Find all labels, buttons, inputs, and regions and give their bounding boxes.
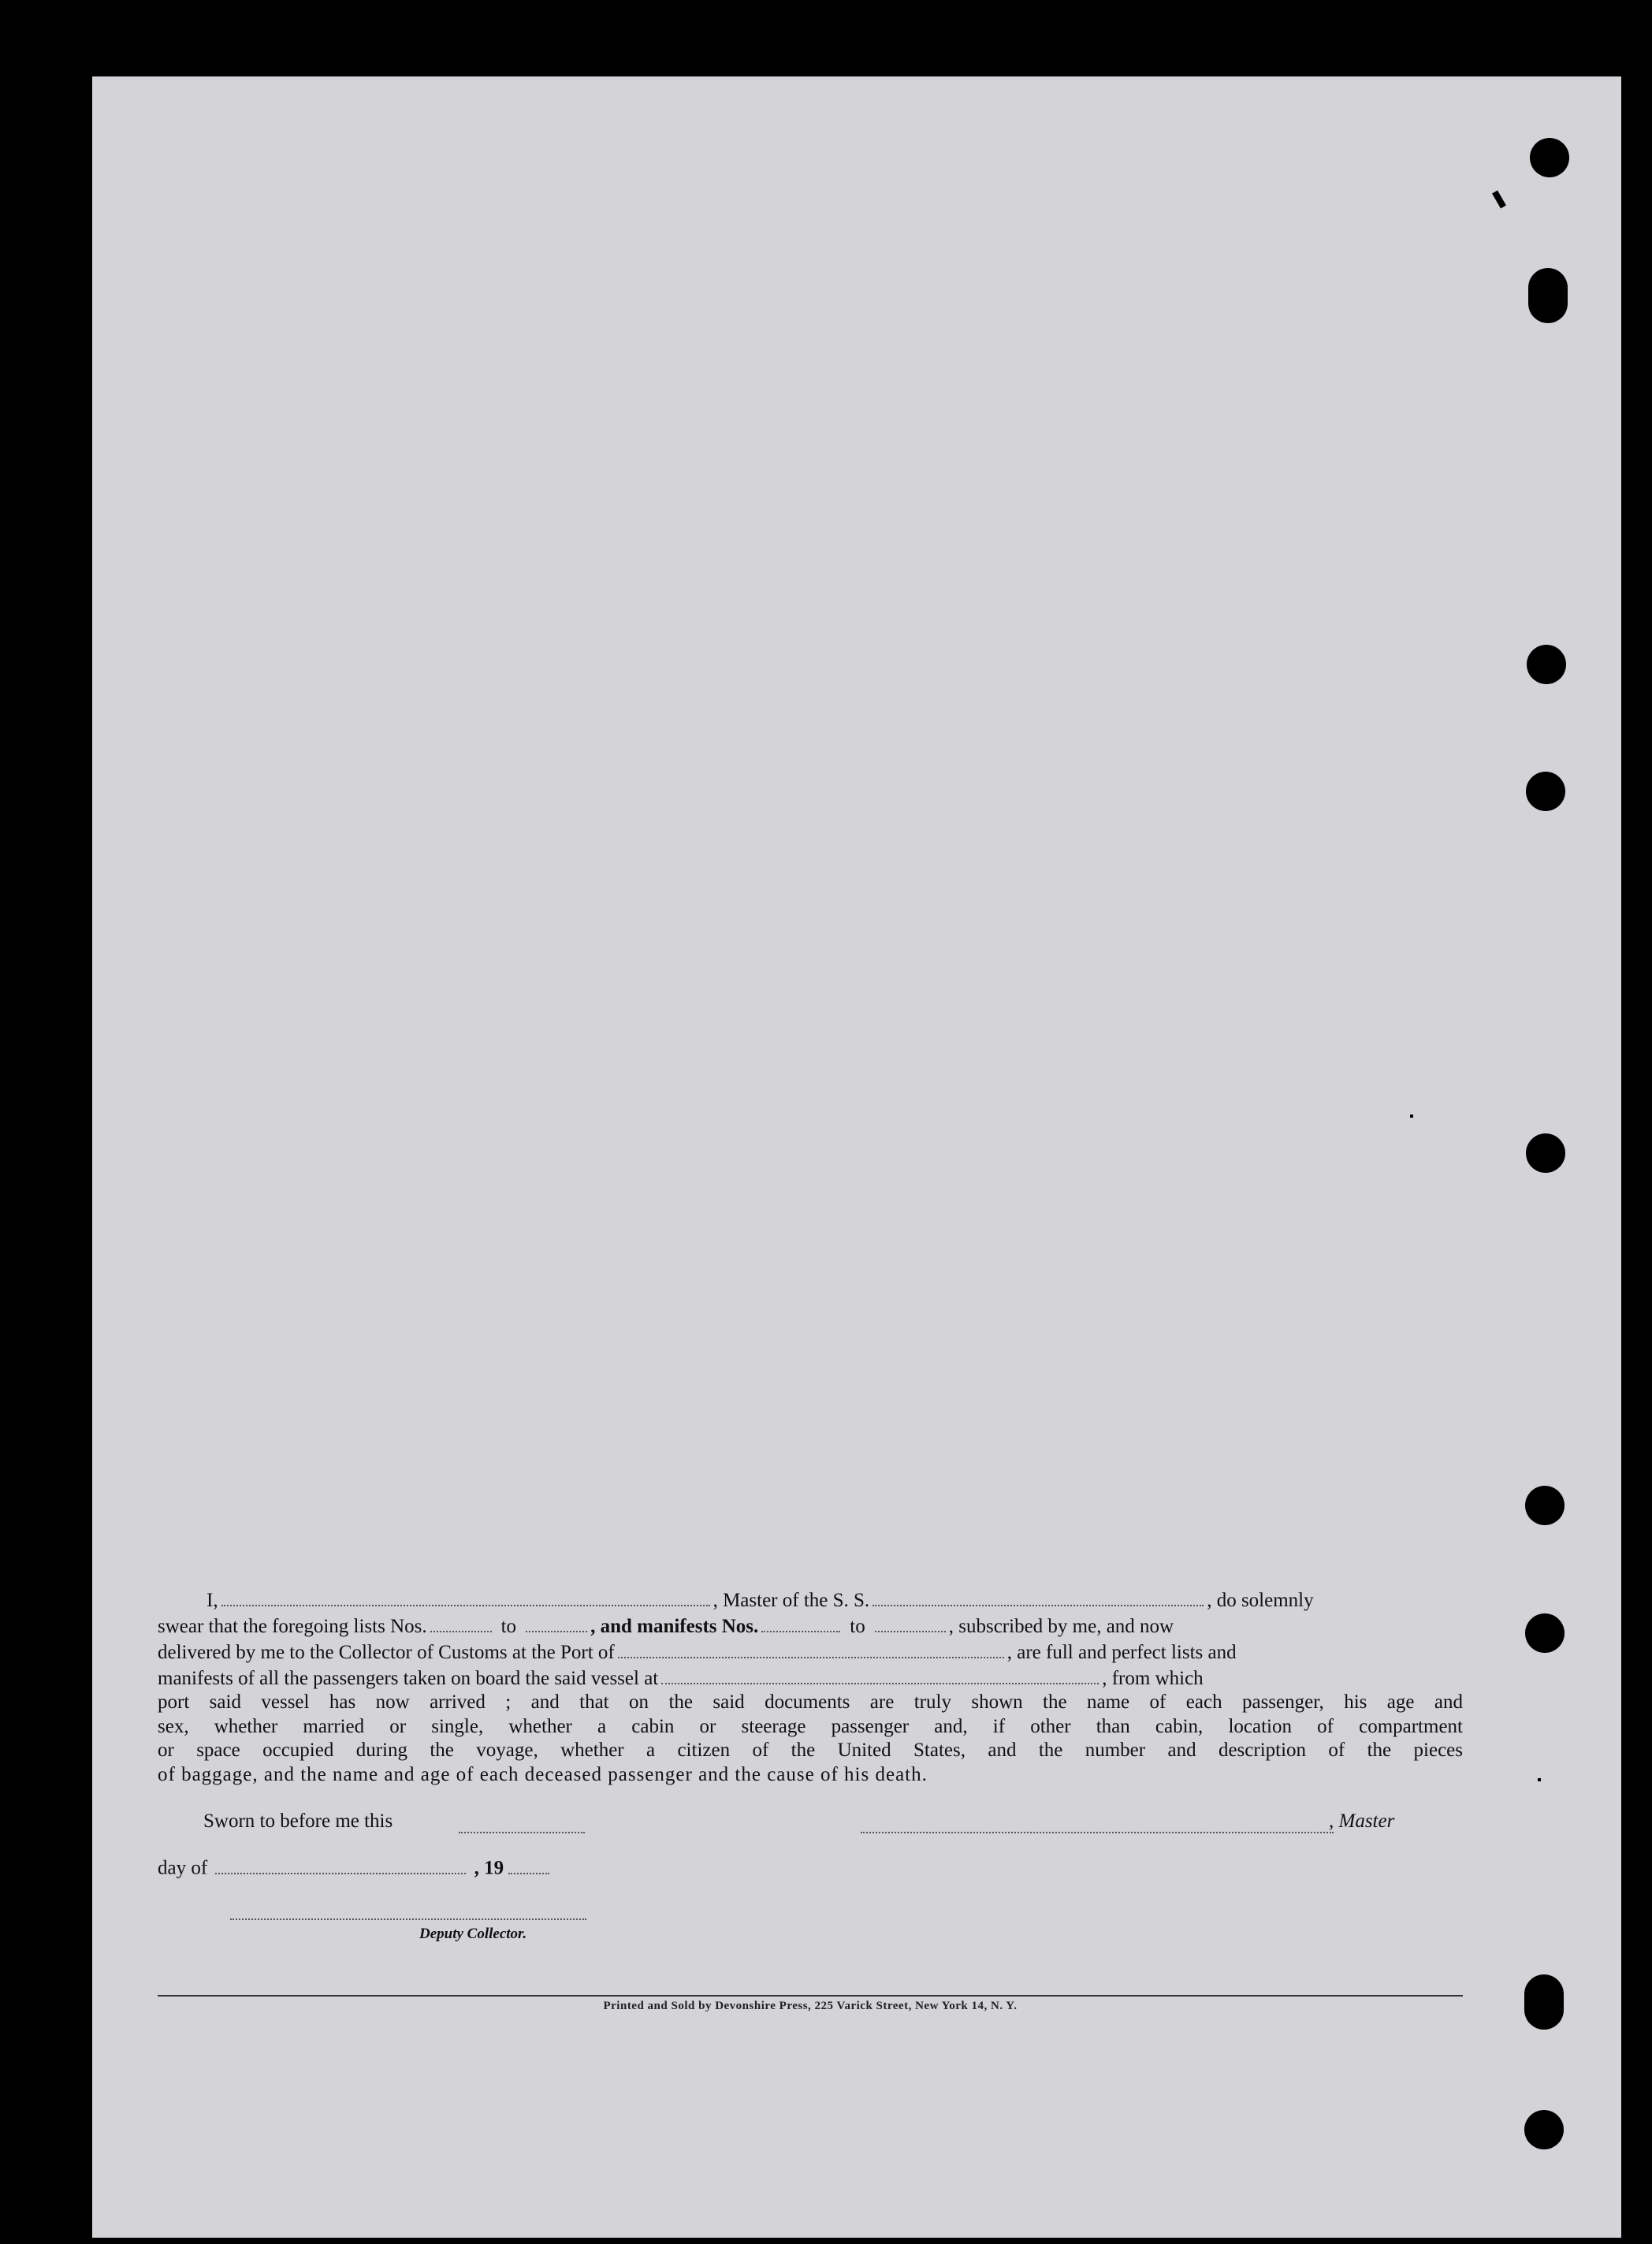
oath-line-3 xyxy=(158,1639,1463,1665)
subscribed-label: , subscribed by me, and now xyxy=(948,1615,1174,1637)
deputy-collector-label: Deputy Collector. xyxy=(419,1926,527,1942)
punch-hole xyxy=(1528,268,1568,323)
oath-line-4 xyxy=(158,1665,1463,1691)
sworn-date-blank xyxy=(459,1814,585,1833)
from-which-label: , from which xyxy=(1102,1667,1204,1689)
punch-hole xyxy=(1524,1974,1564,2030)
manifest-from-blank xyxy=(761,1613,840,1632)
master-of-label: , Master of the S. S. xyxy=(713,1589,870,1611)
punch-hole xyxy=(1530,138,1569,177)
oath-line-6: sex, whether married or single, whether a cabin or steerage passenger and, if other than cabin, location of compartment xyxy=(158,1715,1463,1737)
month-blank xyxy=(215,1855,466,1874)
year-blank xyxy=(508,1855,549,1874)
punch-hole xyxy=(1527,645,1566,684)
master-label: , Master xyxy=(1329,1810,1395,1832)
oath-line-5: port said vessel has now arrived ; and that on the said documents are truly shown the name of each passenger, his age and xyxy=(158,1691,1463,1713)
sworn-row xyxy=(158,1810,1463,1834)
oath-line-8: of baggage, and the name and age of each deceased passenger and the cause of his death. xyxy=(158,1763,928,1785)
footer-rule xyxy=(158,1995,1463,1997)
paper-edge-mark xyxy=(1492,190,1506,208)
stray-dot xyxy=(1538,1778,1541,1781)
to-label: to xyxy=(500,1615,517,1637)
manifests-label: , and manifests Nos. xyxy=(590,1615,759,1637)
master-signature-blank xyxy=(861,1814,1334,1833)
oath-i: I, xyxy=(206,1589,218,1611)
solemnly-label: , do solemnly xyxy=(1207,1589,1314,1611)
full-label: , are full and perfect lists and xyxy=(1006,1641,1237,1663)
port-blank xyxy=(618,1639,1004,1658)
punch-hole xyxy=(1524,2110,1564,2149)
vessel-name-blank xyxy=(873,1587,1204,1606)
manifest-page xyxy=(92,76,1621,2238)
punch-hole xyxy=(1525,1486,1565,1525)
list-to-blank xyxy=(526,1613,587,1632)
to-label: to xyxy=(850,1615,865,1637)
oath-line-1 xyxy=(158,1587,1463,1613)
punch-hole xyxy=(1525,1613,1565,1653)
year-label: , 19 xyxy=(474,1857,504,1879)
day-of-label: day of xyxy=(158,1857,208,1879)
lists-label: swear that the foregoing lists Nos. xyxy=(158,1615,427,1637)
master-name-blank xyxy=(221,1587,710,1606)
printer-imprint: Printed and Sold by Devonshire Press, 225 Varick Street, New York 14, N. Y. xyxy=(603,2000,1018,2012)
delivered-label: delivered by me to the Collector of Customs at the Port of xyxy=(158,1641,615,1663)
oath-line-7: or space occupied during the voyage, whether a citizen of the United States, and the number and description of the pieces xyxy=(158,1740,1463,1761)
oath-text xyxy=(158,1587,1463,1787)
deputy-signature-line xyxy=(230,1918,586,1920)
punch-hole xyxy=(1526,772,1565,811)
sworn-label: Sworn to before me this xyxy=(203,1810,393,1832)
stray-dot xyxy=(1410,1115,1413,1118)
day-row xyxy=(158,1855,553,1880)
origin-port-blank xyxy=(661,1665,1099,1684)
oath-line-2 xyxy=(158,1613,1463,1639)
list-from-blank xyxy=(430,1613,492,1632)
taken-on-board-label: manifests of all the passengers taken on board the said vessel at xyxy=(158,1667,659,1689)
punch-hole xyxy=(1526,1133,1565,1173)
manifest-to-blank xyxy=(875,1613,946,1632)
